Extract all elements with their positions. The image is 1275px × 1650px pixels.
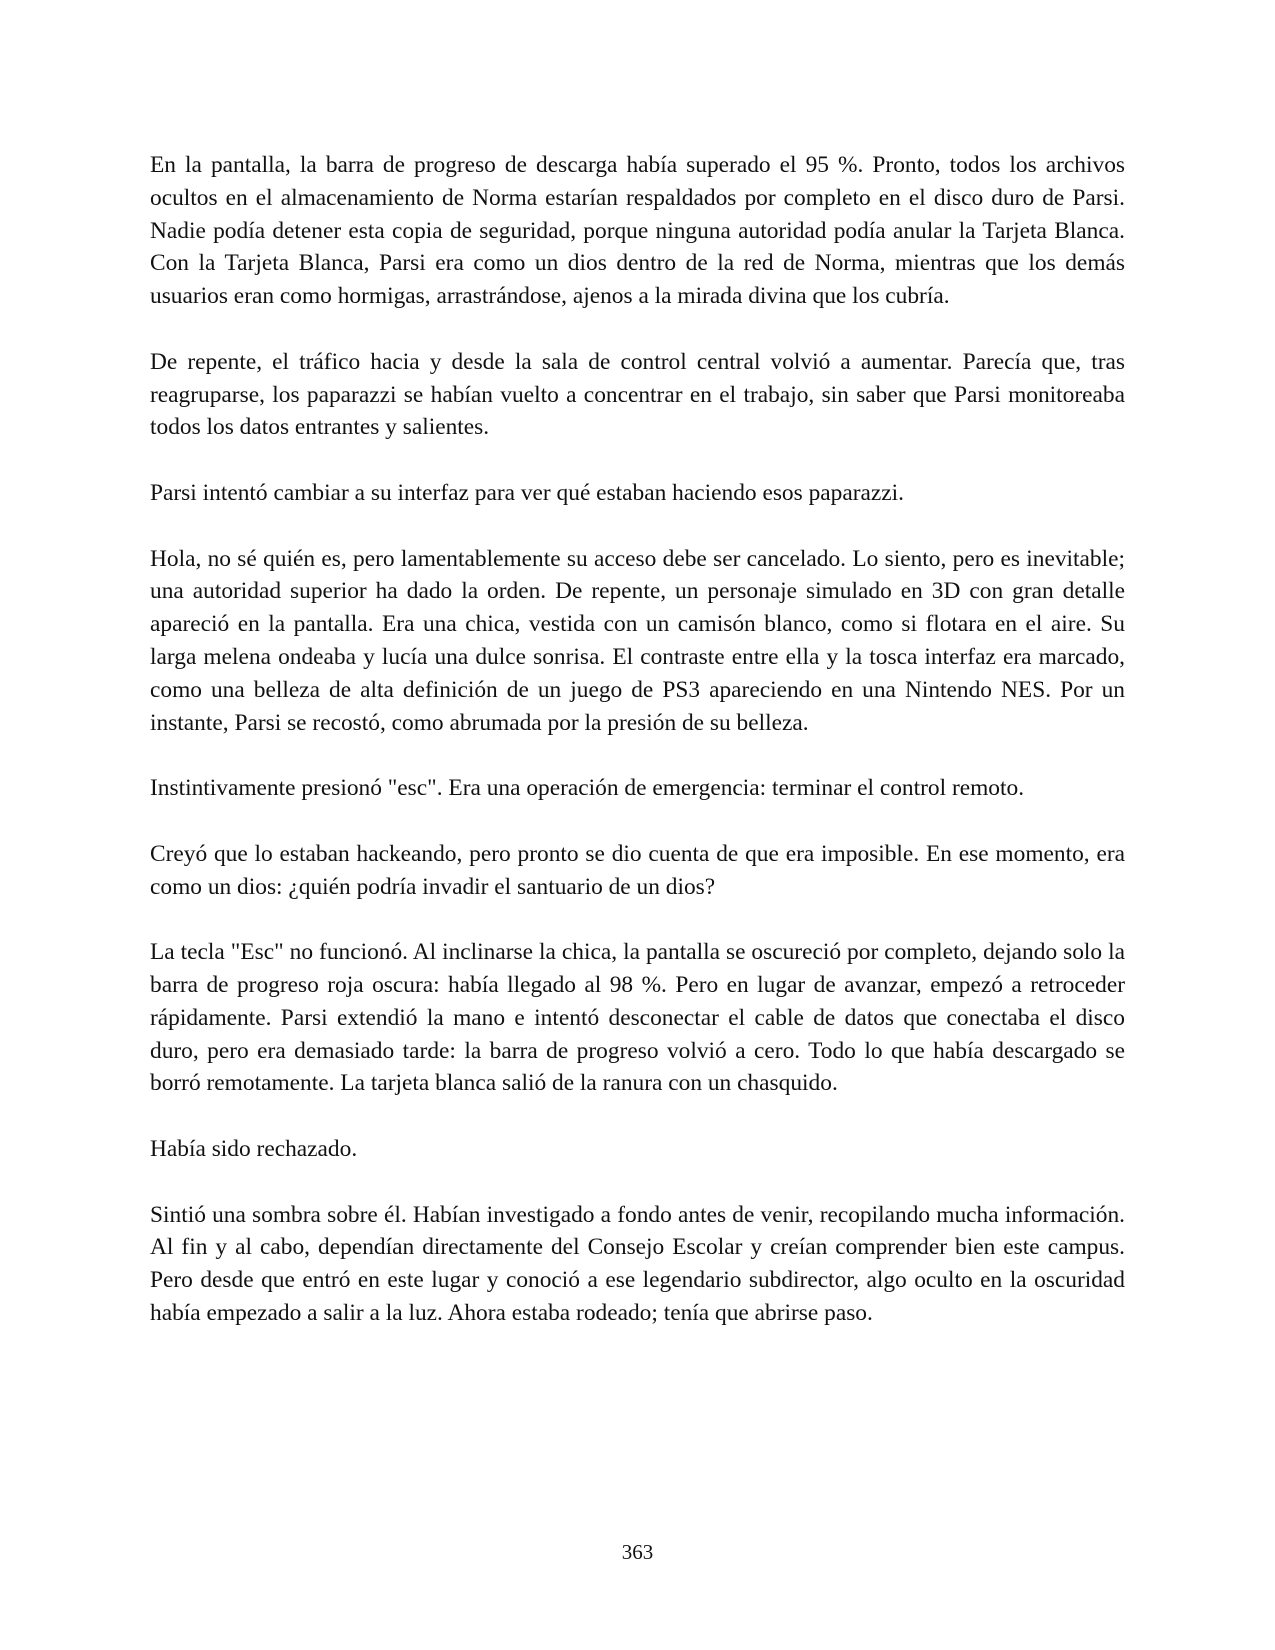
paragraph-1: En la pantalla, la barra de progreso de descarga había superado el 95 %. Pronto, todos los archivos ocultos en el almacenamiento de Norma estarían respaldados por completo en el disco duro de Parsi. Nadie podía detener esta copia de seguridad, porque ninguna autoridad podía anular la Tarjeta Blanca. Con la Tarjeta Blanca, Parsi era como un dios dentro de la red de Norma, mientras que los demás usuarios eran como hormigas, arrastrándose, ajenos a la mirada divina que los cubría. (150, 152, 1125, 310)
paragraph-2: De repente, el tráfico hacia y desde la sala de control central volvió a aumentar. Parecía que, tras reagruparse, los paparazzi se habían vuelto a concentrar en el trabajo, sin saber que Parsi monitoreaba todos los datos entrantes y salientes. (150, 348, 1125, 441)
paragraph-8: Había sido rechazado. (150, 1135, 358, 1162)
body-text (150, 149, 1125, 1362)
paragraph-3: Parsi intentó cambiar a su interfaz para ver qué estaban haciendo esos paparazzi. (150, 479, 905, 506)
paragraph-7: La tecla "Esc" no funcionó. Al inclinarse la chica, la pantalla se oscureció por completo, dejando solo la barra de progreso roja oscura: había llegado al 98 %. Pero en lugar de avanzar, empezó a retroceder rápidamente. Parsi extendió la mano e intentó desconectar el cable de datos que conectaba el disco duro, pero era demasiado tarde: la barra de progreso volvió a cero. Todo lo que había descargado se borró remotamente. La tarjeta blanca salió de la ranura con un chasquido. (150, 939, 1125, 1097)
paragraph-9: Sintió una sombra sobre él. Habían investigado a fondo antes de venir, recopilando mucha información. Al fin y al cabo, dependían directamente del Consejo Escolar y creían comprender bien este campus. Pero desde que entró en este lugar y conoció a ese legendario subdirector, algo oculto en la oscuridad había empezado a salir a la luz. Ahora estaba rodeado; tenía que abrirse paso. (150, 1201, 1125, 1326)
paragraph-5: Instintivamente presionó "esc". Era una operación de emergencia: terminar el control remoto. (150, 775, 1025, 802)
paragraph-4: Hola, no sé quién es, pero lamentablemente su acceso debe ser cancelado. Lo siento, pero es inevitable; una autoridad superior ha dado la orden. De repente, un personaje simulado en 3D con gran detalle apareció en la pantalla. Era una chica, vestida con un camisón blanco, como si flotara en el aire. Su larga melena ondeaba y lucía una dulce sonrisa. El contraste entre ella y la tosca interfaz era marcado, como una belleza de alta definición de un juego de PS3 apareciendo en una Nintendo NES. Por un instante, Parsi se recostó, como abrumada por la presión de su belleza. (150, 545, 1125, 736)
page-number: 363 (621, 1540, 654, 1564)
paragraph-6: Creyó que lo estaban hackeando, pero pronto se dio cuenta de que era imposible. En ese momento, era como un dios: ¿quién podría invadir el santuario de un dios? (150, 840, 1125, 900)
